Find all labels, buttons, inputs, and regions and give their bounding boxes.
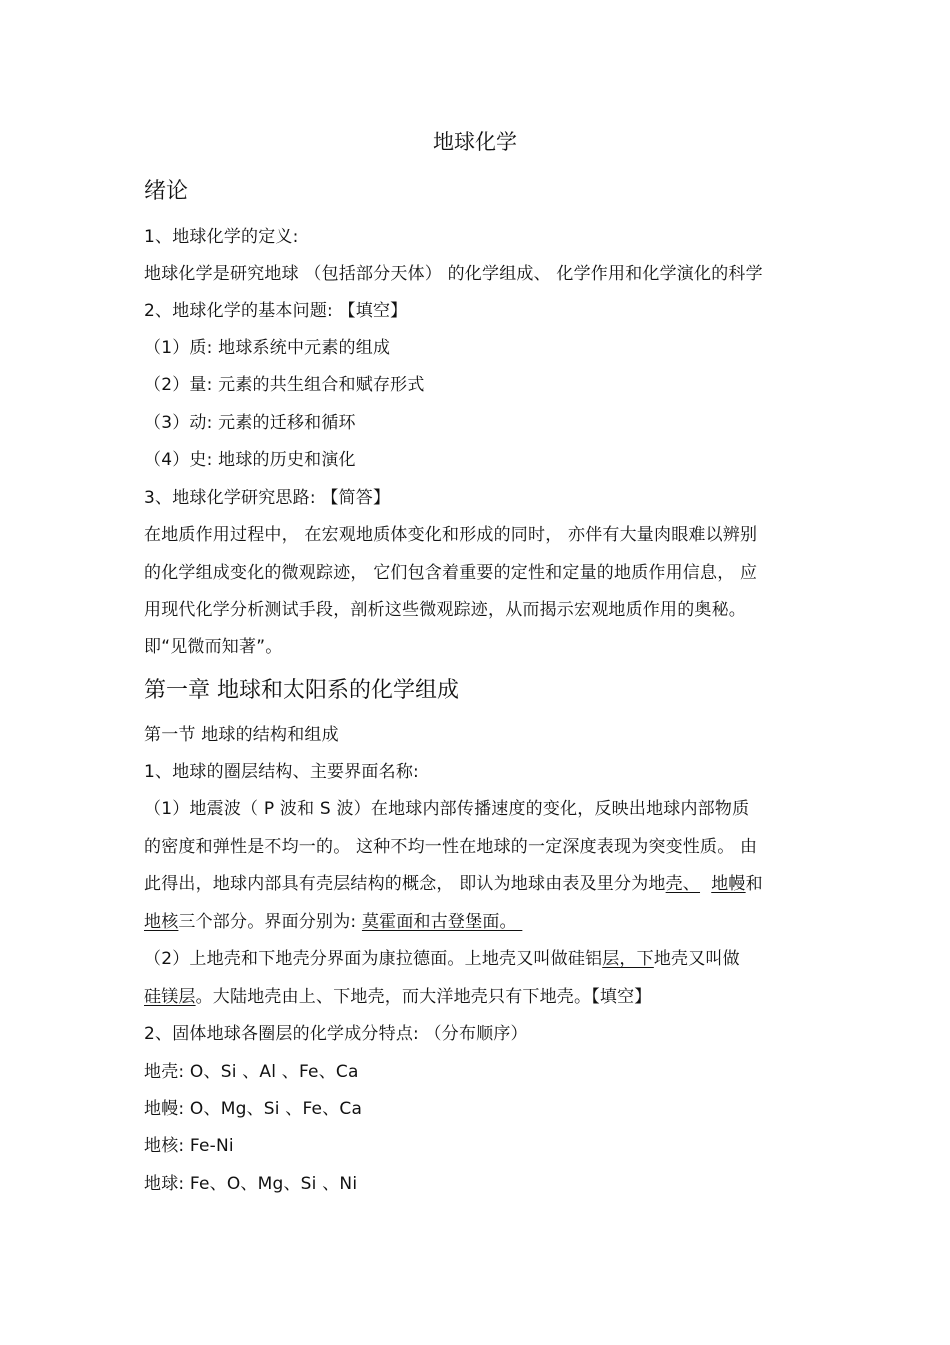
underlined-term: 莫霍面和古登堡面。 [361,912,523,932]
p1-line [144,986,652,1008]
p1-line [144,911,522,933]
q2-item: （1）质: 地球系统中元素的组成 [144,338,391,358]
composition-line: 地幔: O、Mg、Si 、Fe、Ca [144,1099,363,1119]
q2-item: （3）动: 元素的迁移和循环 [144,413,356,433]
section-heading: 第一节 地球的结构和组成 [144,725,339,745]
p1-line [144,948,740,970]
q2-label: 2、地球化学的基本问题: 【填空】 [144,301,408,321]
text-span: 。大陆地壳由上、下地壳，而大洋地壳只有下地壳。【填空】 [195,987,652,1007]
underlined-term: 壳、 [665,874,701,894]
p2-label: 2、固体地球各圈层的化学成分特点: （分布顺序） [144,1024,528,1044]
p1-line [144,873,763,895]
composition-line: 地核: Fe-Ni [144,1136,234,1156]
p1-label: 1、地球的圈层结构、主要界面名称: [144,762,419,782]
q3-line: 用现代化学分析测试手段，剖析这些微观踪迹，从而揭示宏观地质作用的奥秘。 [144,600,746,620]
p1-line: 的密度和弹性是不均一的。 这种不均一性在地球的一定深度表现为突变性质。 由 [144,837,758,857]
q1-text: 地球化学是研究地球 （包括部分天体） 的化学组成、 化学作用和化学演化的科学 [144,264,763,284]
q3-line: 的化学组成变化的微观踪迹， 它们包含着重要的定性和定量的地质作用信息， 应 [144,563,758,583]
document-title: 地球化学 [433,130,517,154]
q1-label: 1、地球化学的定义: [144,227,299,247]
text-span: （2）上地壳和下地壳分界面为康拉德面。上地壳又叫做硅铝 [144,949,603,969]
p1-line: （1）地震波（ P 波和 S 波）在地球内部传播速度的变化，反映出地球内部物质 [144,799,750,819]
text-span: 此得出，地球内部具有壳层结构的概念， 即认为地球由表及里分为地 [144,874,666,894]
text-span: 地壳又叫做 [653,949,740,969]
composition-line: 地球: Fe、O、Mg、Si 、Ni [144,1174,358,1194]
intro-heading: 绪论 [144,179,189,204]
underlined-term: 硅镁层 [144,987,196,1007]
underlined-term: 层，下 [602,949,654,969]
text-span [700,874,711,894]
text-span: 和 [745,874,763,894]
q2-item: （2）量: 元素的共生组合和赋存形式 [144,375,425,395]
q3-line: 在地质作用过程中， 在宏观地质体变化和形成的同时， 亦伴有大量肉眼难以辨别 [144,525,758,545]
text-span: 三个部分。界面分别为: [178,912,362,932]
q3-label: 3、地球化学研究思路: 【简答】 [144,488,391,508]
q3-line: 即“见微而知著”。 [144,637,283,657]
underlined-term: 地幔 [711,874,746,894]
underlined-term: 地核 [144,912,179,932]
composition-line: 地壳: O、Si 、Al 、Fe、Ca [144,1062,359,1082]
q2-item: （4）史: 地球的历史和演化 [144,450,356,470]
chapter-heading: 第一章 地球和太阳系的化学组成 [144,678,459,703]
